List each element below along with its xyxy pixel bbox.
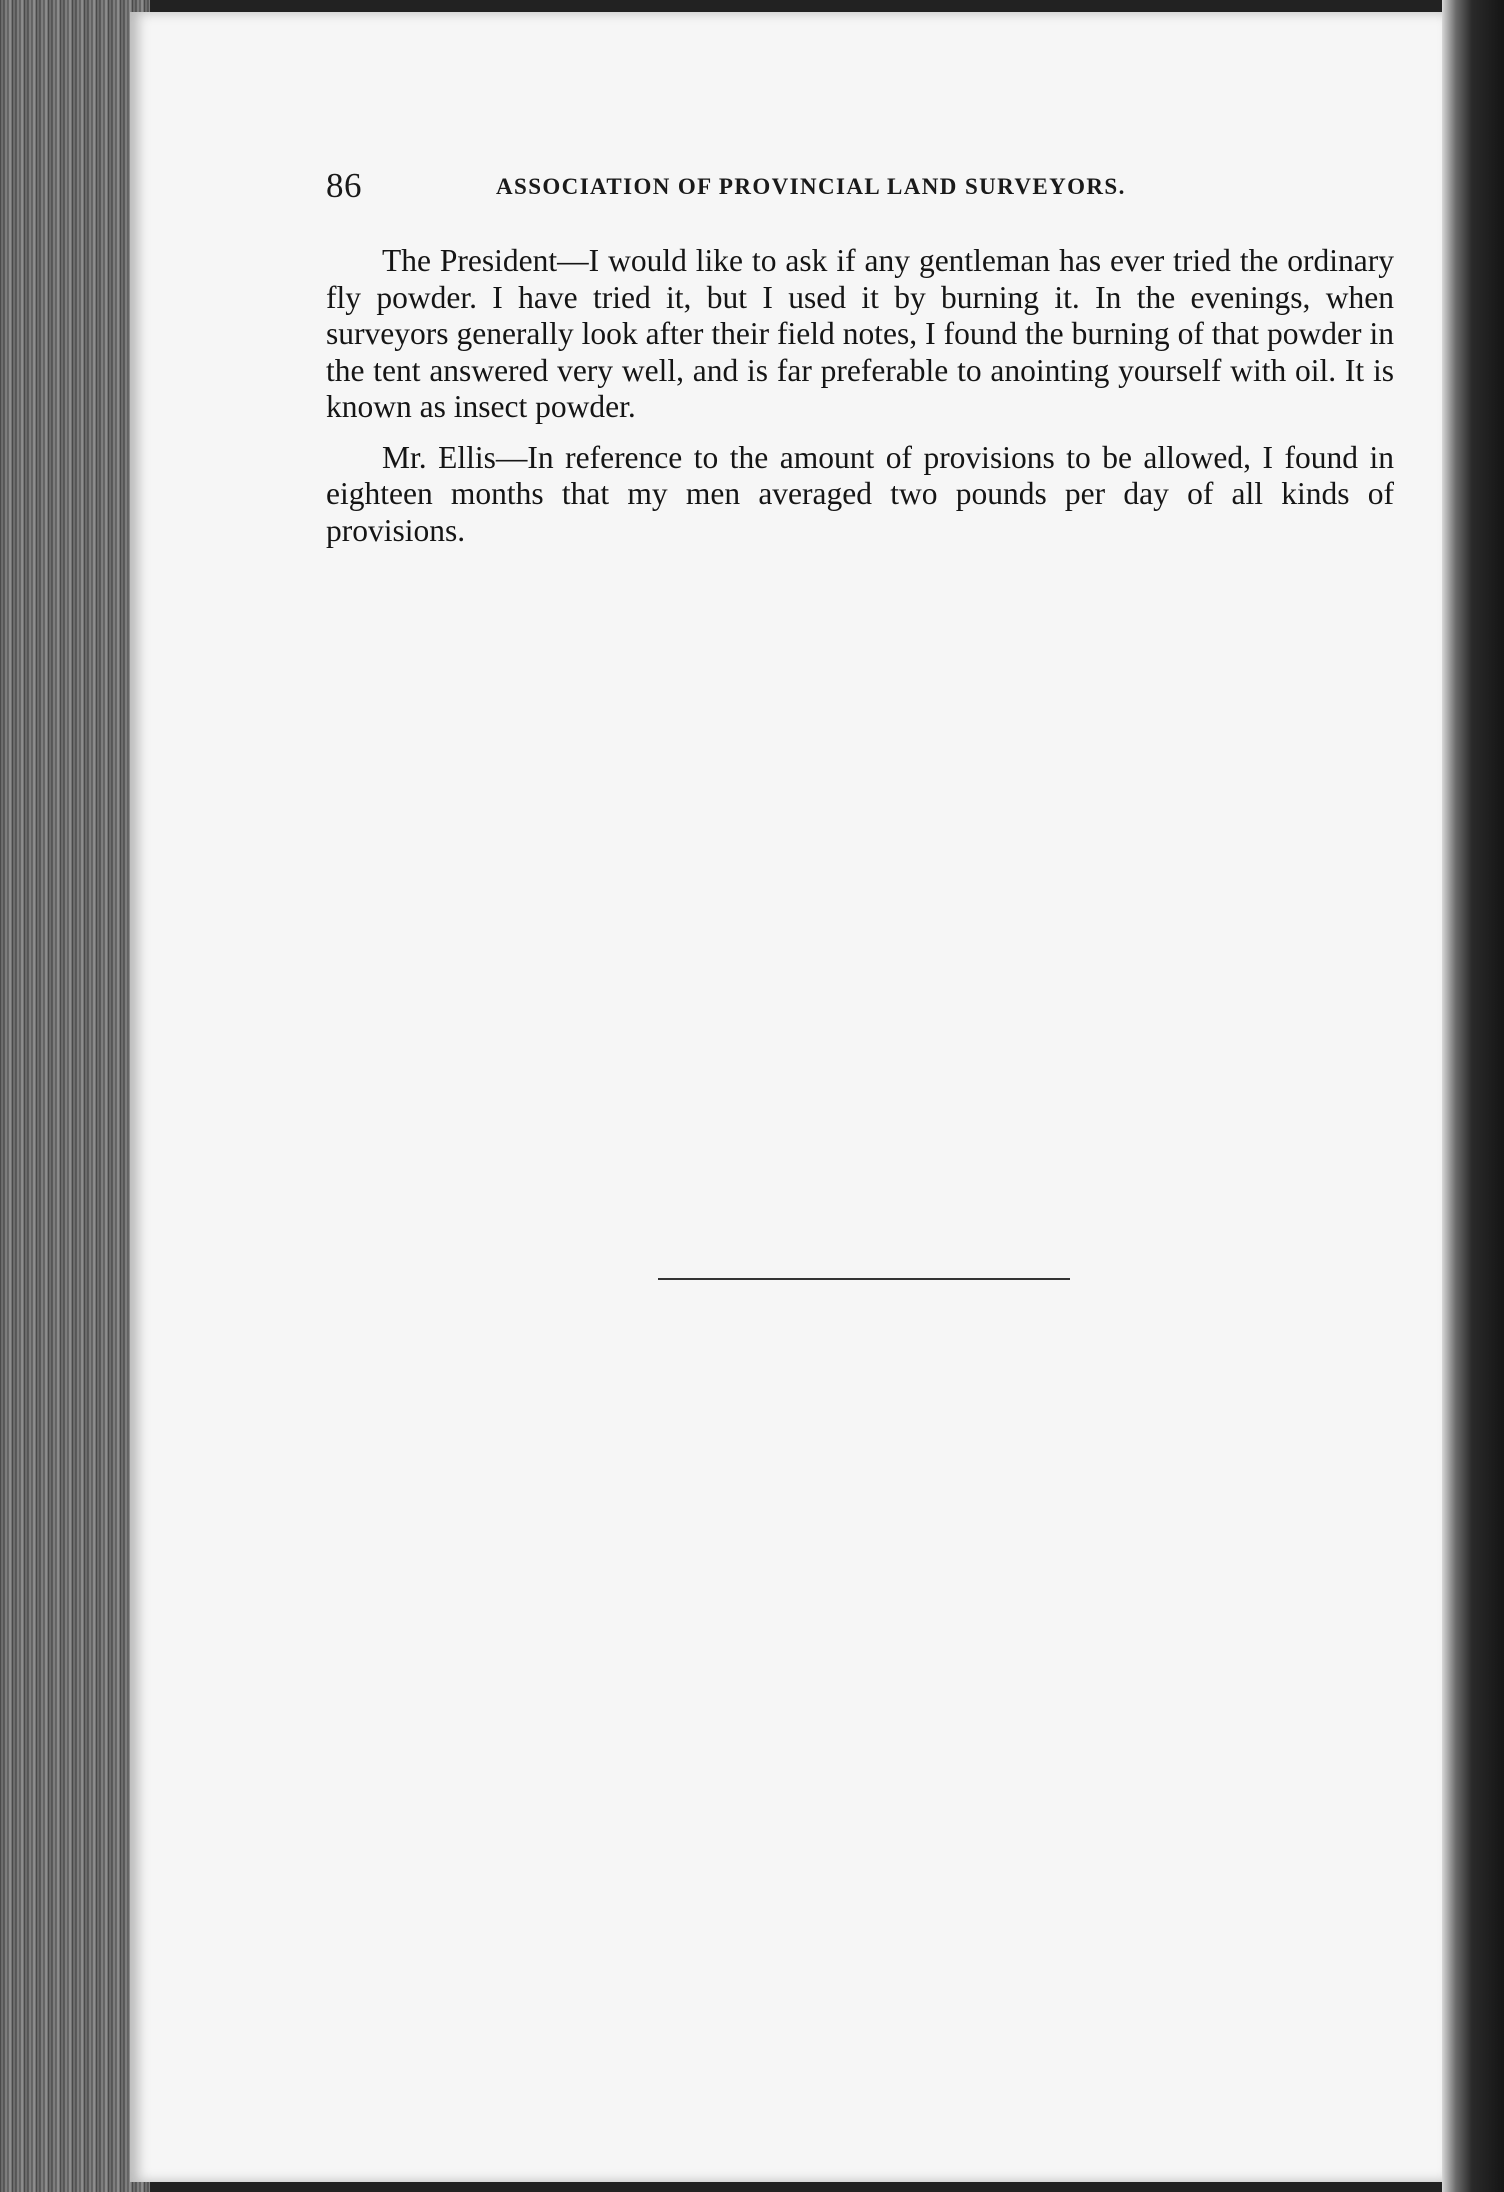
book-edge-right <box>1442 0 1504 2192</box>
paragraph-president: The President—I would like to ask if any gentleman has ever tried the ordinary fly powder. I have tried it, but I used it by burning it. In the evenings, when surveyors generally look after their field notes, I found the burning of that powder in the tent answered very well, and is far preferable to anointing yourself with oil. It is known as insect powder. <box>326 243 1394 424</box>
paragraph-ellis: Mr. Ellis—In reference to the amount of provisions to be allowed, I found in eighteen months that my men averaged two pounds per day of all kinds of provisions. <box>326 439 1394 548</box>
section-divider-rule <box>658 1278 1070 1280</box>
page-number: 86 <box>326 166 362 205</box>
book-edge-left <box>0 0 150 2192</box>
page-header <box>326 166 1246 210</box>
running-head: ASSOCIATION OF PROVINCIAL LAND SURVEYORS. <box>496 174 1126 199</box>
body-text <box>326 243 1394 563</box>
